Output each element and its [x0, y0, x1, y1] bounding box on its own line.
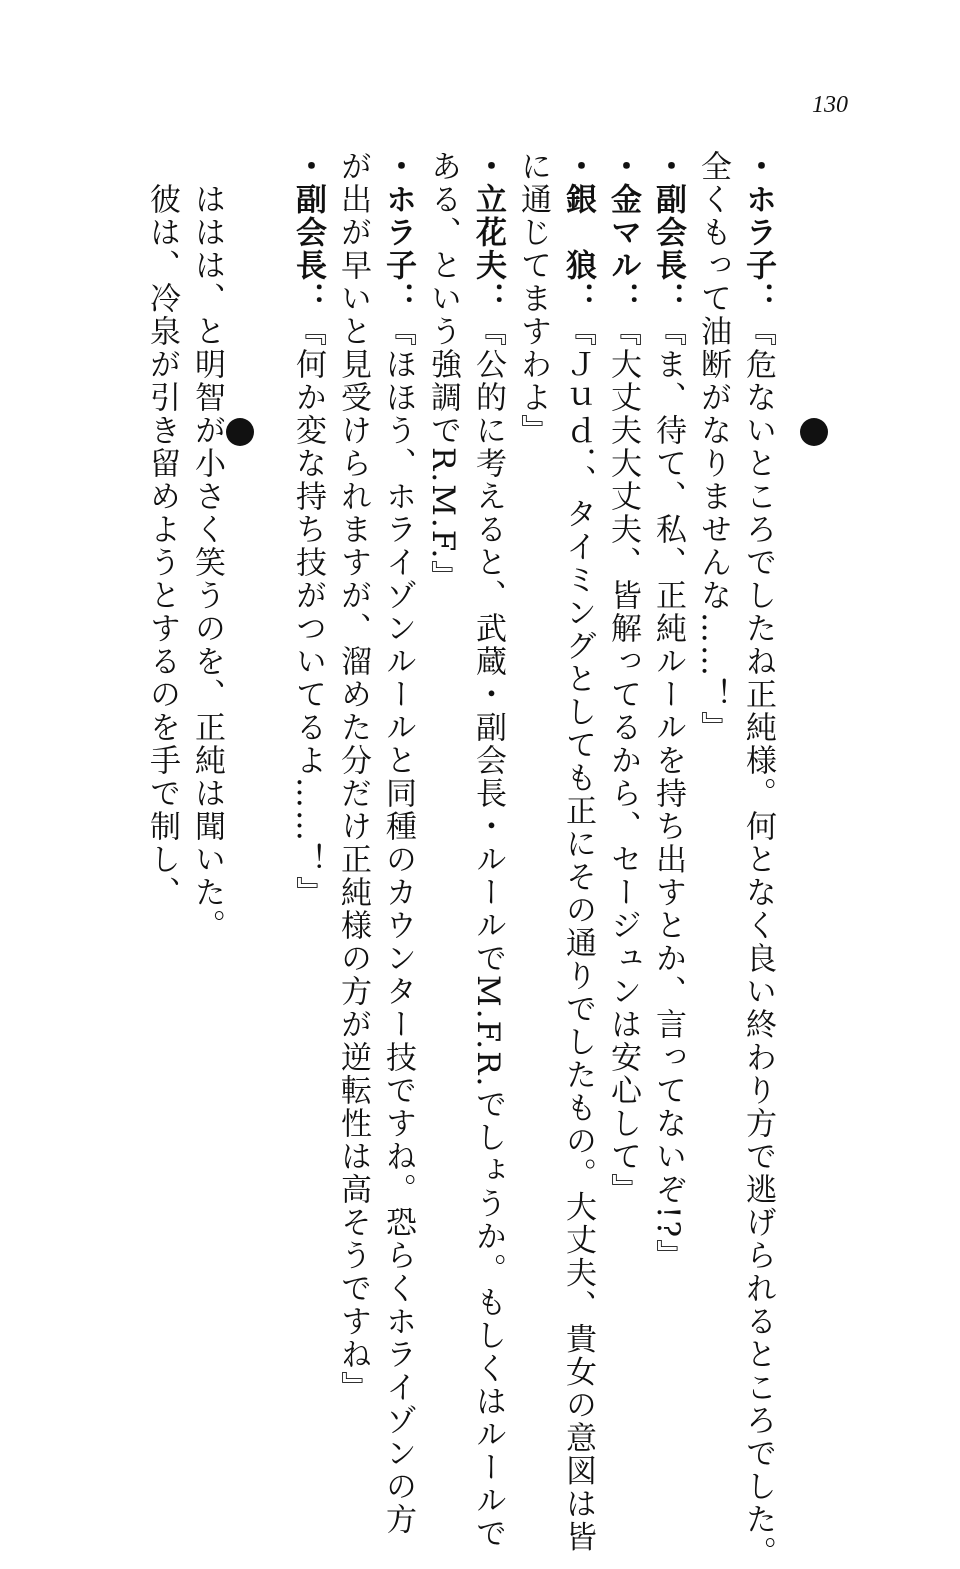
text-line: [645, 150, 690, 1273]
speaker-label: ・副会長：: [650, 150, 686, 315]
dialogue: 『公的に考えると、武蔵・副会長・ルールでM.F.R.でしょうか。もしくはルールで: [470, 315, 506, 1551]
speaker-label: ・金マル：: [605, 150, 641, 315]
dialogue: 『何か変な持ち技がついてるよ……！』: [290, 315, 326, 909]
text-line: [420, 150, 465, 1270]
text-line: [465, 150, 510, 1551]
speaker-label: ・副会長：: [290, 150, 326, 315]
text-line: [330, 150, 375, 1404]
text-line: [375, 150, 420, 1536]
text-line: [735, 150, 780, 1569]
dialogue: に通じてますわよ』: [515, 150, 551, 447]
page-number: 130: [812, 92, 848, 118]
speaker-label: ・ホラ子：: [380, 150, 416, 315]
text-line: [285, 150, 330, 1270]
dialogue: 『危ないところでしたね正純様。何となく良い終わり方で逃げられるところでした。: [740, 315, 776, 1569]
text-line: [555, 150, 600, 1554]
body-text: [139, 150, 780, 1569]
narration: ははは、と明智が小さく笑うのを、正純は聞いた。: [189, 150, 225, 942]
speaker-label: ・ホラ子：: [740, 150, 776, 315]
dialogue: ある、という強調でR.M.F.』: [425, 150, 461, 594]
narration: 彼は、冷泉が引き留めようとするのを手で制し、: [144, 150, 180, 909]
dialogue: が出が早いと見受けられますが、溜めた分だけ正純様の方が逆転性は高そうですね』: [335, 150, 371, 1404]
dialogue: 『大丈夫大丈夫、皆解ってるから、セージュンは安心して』: [605, 315, 641, 1206]
dialogue: 『Ｊｕｄ．、タイミングとしても正にその通りでしたもの。大丈夫、貴女の意図は皆: [560, 315, 596, 1554]
dialogue: 『ま、待て、私、正純ルールを持ち出すとか、言ってないぞ!?』: [650, 315, 686, 1273]
text-line: [600, 150, 645, 1270]
text-line: [510, 150, 555, 1270]
paragraph-gap: [229, 150, 285, 1270]
speaker-label: ・銀 狼：: [560, 150, 596, 315]
bullet-marker-right: [800, 418, 828, 446]
dialogue: 『ほほう、ホライゾンルールと同種のカウンター技ですね。恐らくホライゾンの方: [380, 315, 416, 1536]
dialogue: 全くもって油断がなりませんな……！』: [695, 150, 731, 744]
speaker-label: ・立花夫：: [470, 150, 506, 315]
text-line: [139, 150, 184, 1270]
text-line: [184, 150, 229, 1270]
text-line: [690, 150, 735, 1270]
